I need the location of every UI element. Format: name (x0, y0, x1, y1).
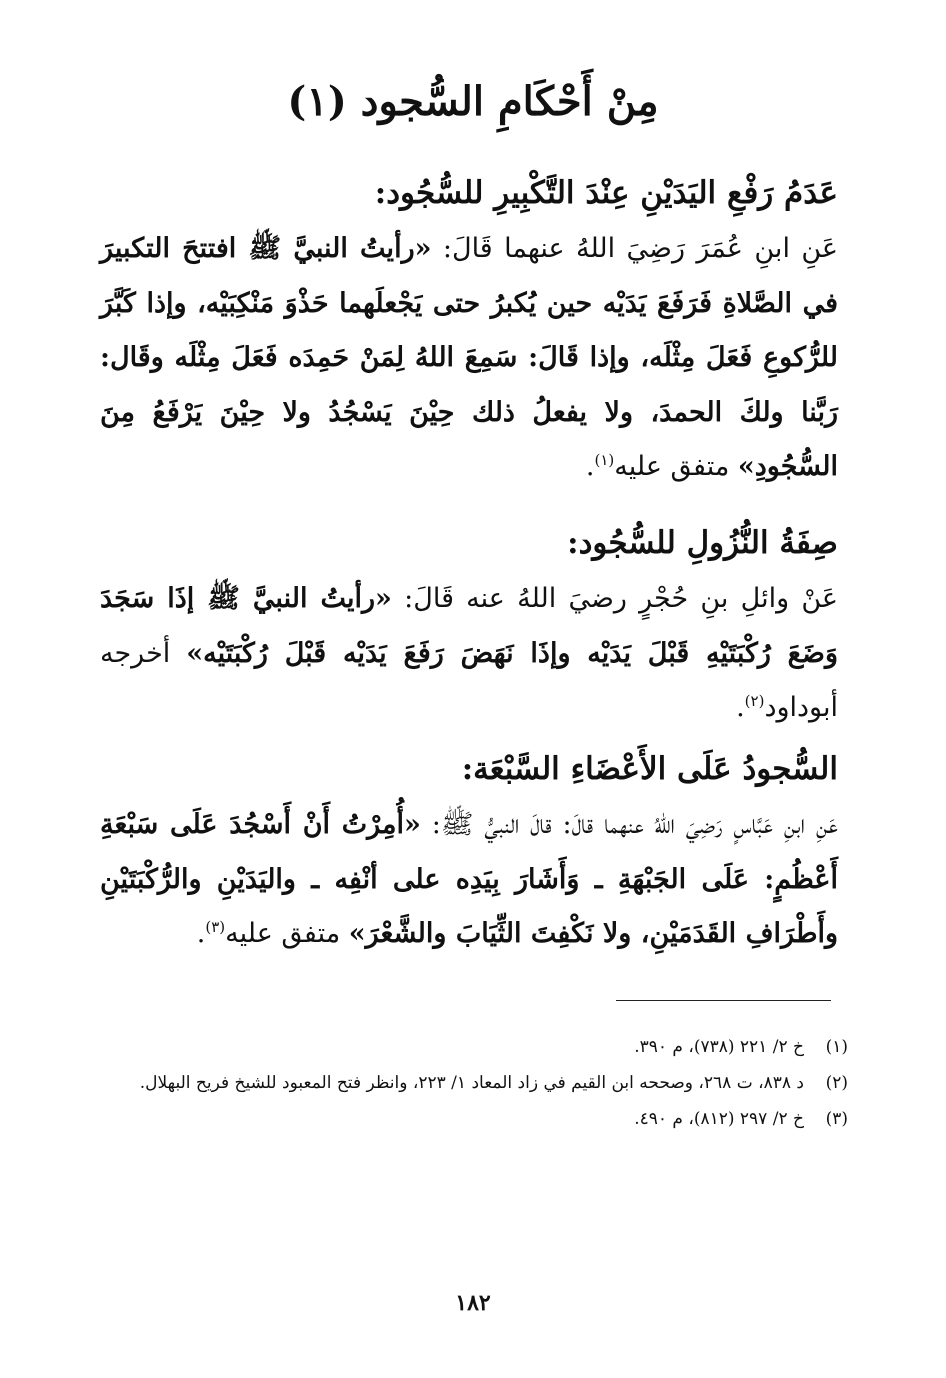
sentence-end: . (585, 451, 595, 482)
hadith-paragraph (100, 572, 838, 736)
footnotes (100, 1032, 848, 1140)
hadith-paragraph (100, 798, 838, 962)
footnote-item (100, 1032, 848, 1062)
footnote-number: (٢) (825, 1073, 848, 1093)
footnote-text: خ ٢/ ٢٢١ (٧٣٨)، م ٣٩٠. (634, 1037, 804, 1057)
footnote-reference: (٣) (205, 918, 226, 936)
footnote-number: (٣) (825, 1109, 848, 1129)
footnote-reference: (١) (594, 451, 615, 469)
section-descending (100, 518, 838, 736)
footnote-item (100, 1068, 848, 1098)
sentence-end: . (736, 692, 745, 723)
footnote-number: (١) (825, 1037, 848, 1057)
footnote-divider (616, 1000, 831, 1001)
hadith-quote: «أُمِرْتُ أَنْ أَسْجُدَ عَلَى سَبْعَةِ أَعْظُمٍ: عَلَى الجَبْهَةِ ـ وَأَشَارَ بِيَدِه على أنْفِه ـ واليَدَيْنِ والرُّكْبَتَيْنِ وأَطْرَافِ القَدَمَيْنِ، ولا نَكْفِتَ الثِّيَابَ والشَّعْرَ» (100, 809, 838, 949)
section-heading: السُّجودُ عَلَى الأَعْضَاءِ السَّبْعَة: (461, 751, 838, 787)
section-no-raising-hands (100, 168, 838, 495)
page-title: مِنْ أَحْكَامِ السُّجود (١) (287, 78, 659, 125)
footnote-text: خ ٢/ ٢٩٧ (٨١٢)، م ٤٩٠. (634, 1109, 804, 1129)
footnote-item (100, 1104, 848, 1134)
page-number: ١٨٢ (455, 1290, 491, 1316)
hadith-source: متفق عليه (614, 451, 738, 482)
footnote-reference: (٢) (744, 692, 765, 710)
hadith-intro: عَنْ وائلِ بنِ حُجْرٍ رضيَ اللهُ عنه قَالَ: (391, 583, 838, 614)
section-heading: صِفَةُ النُّزُولِ للسُّجُود: (567, 525, 838, 561)
hadith-quote: «رأيتُ النبيَّ ﷺ افتتحَ التكبيرَ في الصَّلاةِ فَرَفَعَ يَدَيْه حين يُكبرُ حتى يَجْعلَهما حَذْوَ مَنْكِبَيْه، وإذا كَبَّرَ للرُّكوعِ فَعَلَ مِثْلَه، وإذا قَالَ: سَمِعَ اللهُ لِمَنْ حَمِدَه فَعَلَ مِثْلَه وقَال: رَبَّنا ولكَ الحمدَ، ولا يفعلُ ذلك حِيْنَ يَسْجُدُ ولا حِيْنَ يَرْفَعُ مِنَ السُّجُودِ» (100, 233, 838, 482)
footnote-text: د ٨٣٨، ت ٢٦٨، وصححه ابن القيم في زاد المعاد ١/ ٢٢٣، وانظر فتح المعبود للشيخ فريح البهلال. (139, 1073, 804, 1093)
section-heading: عَدَمُ رَفْعِ اليَدَيْنِ عِنْدَ التَّكْبِيرِ للسُّجُود: (374, 175, 838, 211)
hadith-quote: «رأيتُ النبيَّ ﷺ إذَا سَجَدَ وَضَعَ رُكْبَتَيْهِ قَبْلَ يَدَيْه وإذَا نَهَضَ رَفَعَ يَدَيْه قَبْلَ رُكْبَتَيْه» (100, 583, 838, 669)
hadith-source: متفق عليه (225, 918, 349, 949)
hadith-paragraph (100, 222, 838, 495)
sentence-end: . (196, 918, 206, 949)
hadith-intro: عَنِ ابنِ عُمَرَ رَضِيَ اللهُ عنهما قَالَ: (431, 233, 838, 264)
hadith-source: أخرجه أبوداود (100, 637, 838, 723)
section-seven-limbs (100, 744, 838, 962)
hadith-intro: عَنِ ابنِ عَبَّاسٍ رَضِيَ اللهُ عنهما قالَ: قالَ النبيُّ ﷺ: (420, 809, 838, 840)
